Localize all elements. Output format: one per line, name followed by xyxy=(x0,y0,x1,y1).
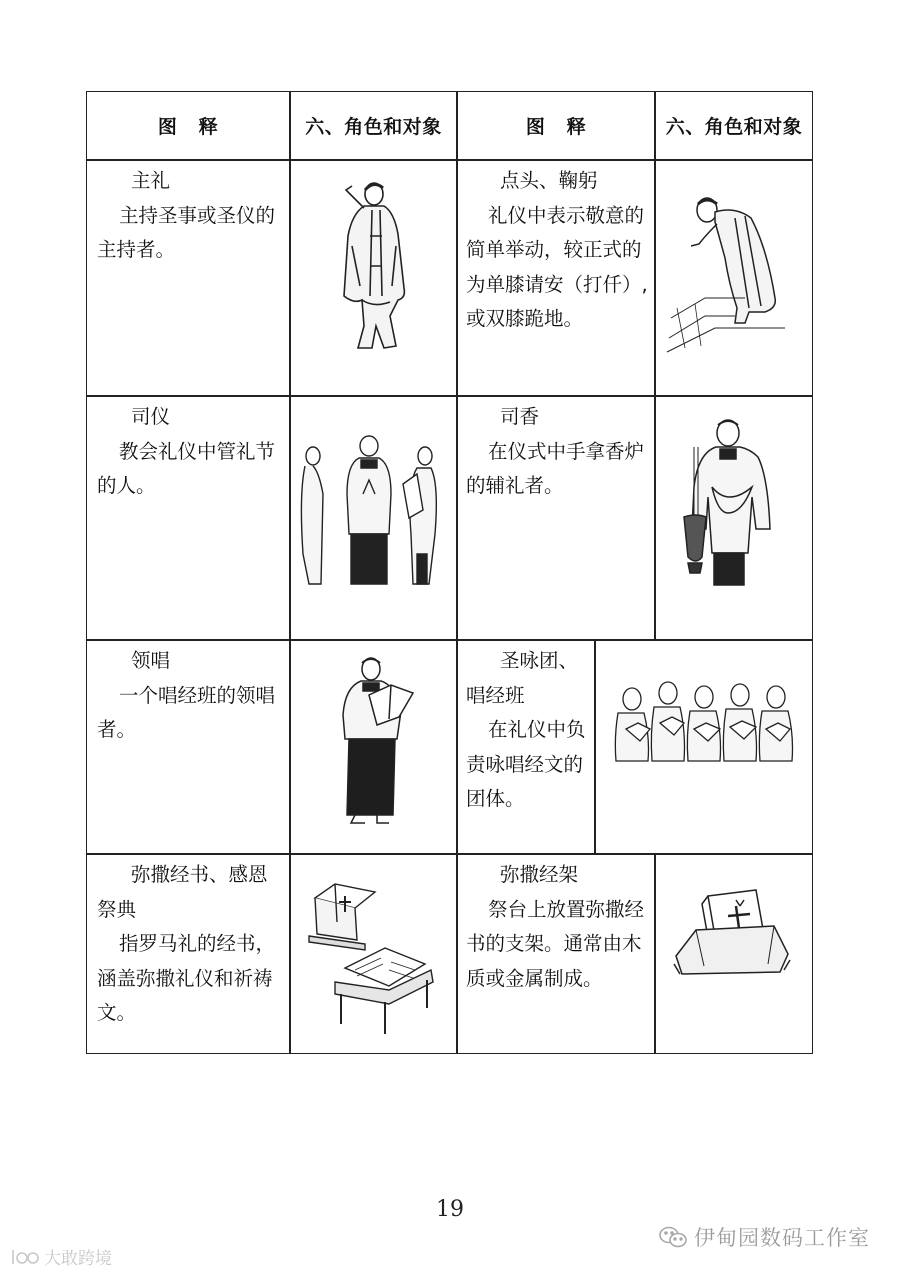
entry-description: 礼仪中表示敬意的简单举动，较正式的为单膝请安（打仟）,或双膝跪地。 xyxy=(466,203,648,330)
divider xyxy=(654,853,656,1053)
entry-title: 圣咏团、 xyxy=(500,649,579,672)
entry-title: 祭典 xyxy=(97,897,137,921)
header-illustration-col: 图 释 xyxy=(157,116,219,138)
missal-stand-illustration xyxy=(670,886,792,976)
entry-cantor xyxy=(97,644,283,748)
entry-choir xyxy=(466,644,590,817)
header-roles-col: 六、角色和对象 xyxy=(305,116,442,138)
brand-logo-icon xyxy=(10,1246,40,1268)
entry-thurifer xyxy=(466,400,648,504)
divider xyxy=(456,92,458,1053)
glossary-table xyxy=(86,91,813,1054)
divider xyxy=(87,159,812,161)
entry-description: 在礼仪中负责咏唱经文的团体。 xyxy=(466,718,586,810)
entry-master-of-ceremonies xyxy=(97,400,283,504)
entry-title: 主礼 xyxy=(131,169,171,192)
entry-description: 一个唱经班的领唱者。 xyxy=(97,683,276,741)
entry-title: 点头、鞠躬 xyxy=(500,169,598,192)
missal-books-illustration xyxy=(305,878,437,1043)
entry-title: 弥撒经架 xyxy=(500,863,579,886)
entry-title: 司仪 xyxy=(131,405,171,428)
entry-title: 唱经班 xyxy=(466,683,525,707)
entry-presider xyxy=(97,164,283,268)
entry-description: 教会礼仪中管礼节的人。 xyxy=(97,439,276,497)
watermark-text: 大敢跨境 xyxy=(44,1249,112,1269)
divider xyxy=(87,853,812,855)
watermark-text: 伊甸园数码工作室 xyxy=(694,1226,870,1250)
choir-illustration xyxy=(612,677,797,767)
entry-title: 司香 xyxy=(500,405,540,428)
cantor-illustration xyxy=(335,655,417,825)
thurifer-illustration xyxy=(672,417,782,587)
watermark-brand xyxy=(10,1244,112,1269)
entry-missal xyxy=(97,858,283,1031)
watermark-studio xyxy=(658,1222,870,1252)
entry-description: 指罗马礼的经书，涵盖弥撒礼仪和祈祷文。 xyxy=(97,932,276,1024)
entry-bowing xyxy=(466,164,648,337)
entry-description: 祭台上放置弥撒经书的支架。通常由木质或金属制成。 xyxy=(466,897,645,990)
divider xyxy=(87,395,812,397)
divider xyxy=(87,639,812,641)
divider xyxy=(594,639,596,853)
wechat-icon xyxy=(658,1225,688,1249)
divider xyxy=(289,92,291,1053)
header-illustration-col: 图 释 xyxy=(525,116,587,138)
page-number: 19 xyxy=(436,1197,464,1222)
entry-title: 领唱 xyxy=(131,649,171,672)
entry-title: 弥撒经书、感恩 xyxy=(131,863,268,886)
priest-blessing-illustration xyxy=(332,176,417,351)
divider xyxy=(654,92,656,639)
header-roles-col: 六、角色和对象 xyxy=(665,116,803,138)
priest-bowing-illustration xyxy=(665,188,795,353)
master-of-ceremonies-illustration xyxy=(299,434,441,594)
entry-description: 在仪式中手拿香炉的辅礼者。 xyxy=(466,439,645,497)
entry-description: 主持圣事或圣仪的主持者。 xyxy=(97,203,276,261)
entry-missal-stand xyxy=(466,858,648,996)
